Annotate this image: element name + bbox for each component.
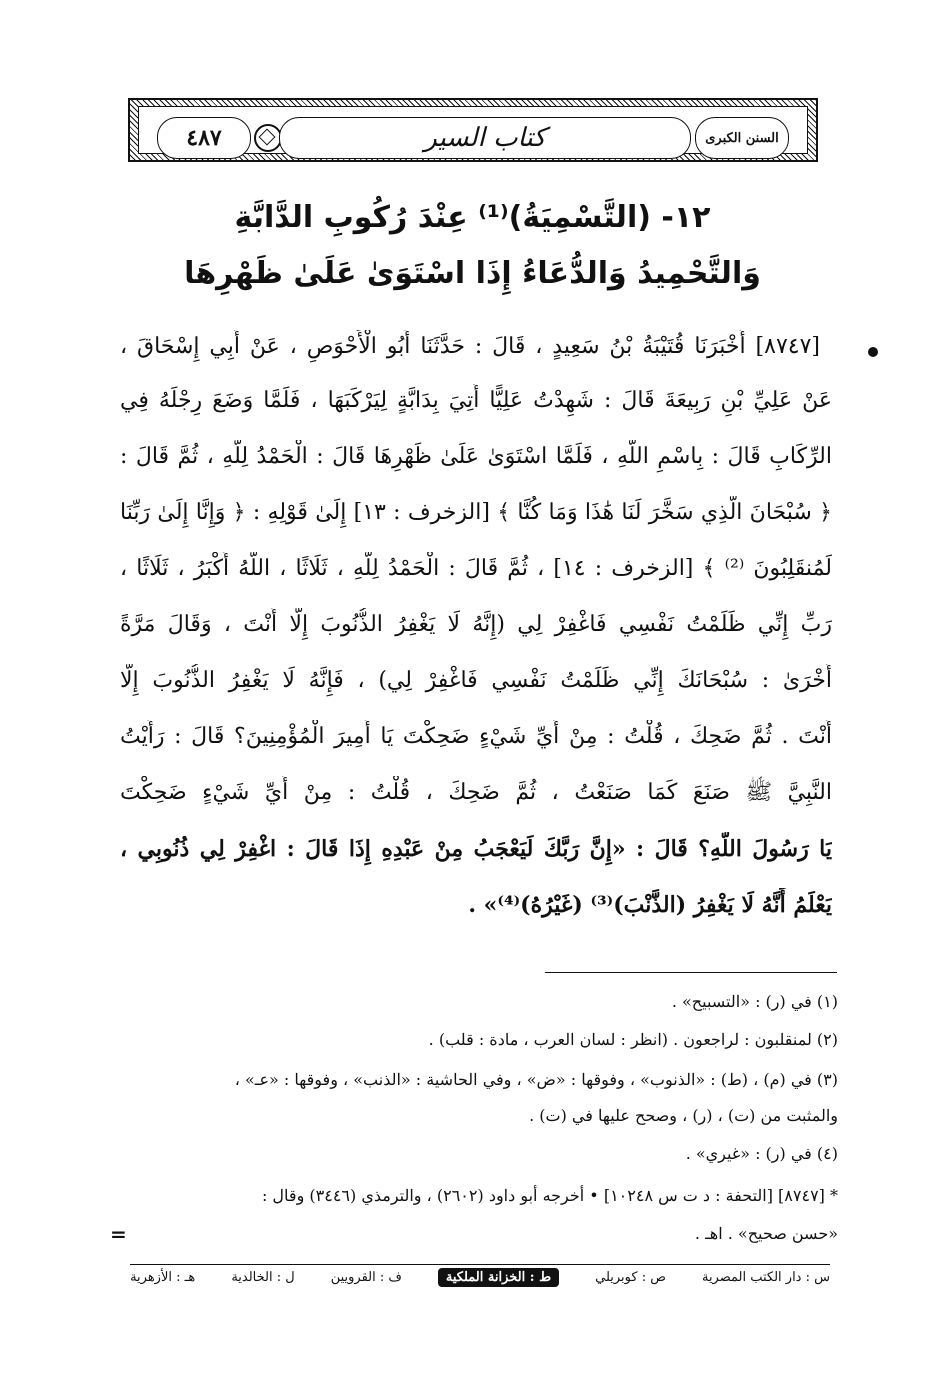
book-seal: السنن الكبرى (695, 117, 789, 159)
legend-item: س : دار الكتب المصرية (701, 1270, 830, 1285)
legend-item: ص : كوبريلي (595, 1270, 666, 1285)
text-line: أَنْتَ . ثُمَّ ضَحِكَ ، قُلْتُ : مِنْ أَيِّ شَيْءٍ ضَحِكْتَ يَا أَمِيرَ الْمُؤْمِنِينَ؟ قَالَ : رَأَيْتُ (120, 724, 832, 749)
footnote: (٣) في (م) ، (ط) : «الذنوب» ، وفوقها : «ض» ، وفي الحاشية : «الذنب» ، وفوقها : «عـ» ، (234, 1070, 838, 1089)
chapter-title-line-2: وَالتَّحْمِيدُ وَالدُّعَاءُ إِذَا اسْتَوَىٰ عَلَىٰ ظَهْرِهَا (184, 256, 761, 291)
text-line: لَمُنقَلِبُونَ ⁽²⁾ ﴾ [الزخرف : ١٤] ، ثُمَّ قَالَ : الْحَمْدُ لِلَّهِ ، ثَلَاثًا ، اللَّهُ أَكْبَرُ ، ثَلَاثًا ، (120, 556, 832, 581)
bullet-icon (868, 347, 878, 357)
legend-item: ف : القرويين (330, 1270, 402, 1285)
footnote: والمثبت من (ت) ، (ر) ، وصحح عليها في (ت) . (529, 1106, 838, 1125)
text-line: يَعْلَمُ أَنَّهُ لَا يَغْفِرُ (الذَّنْبَ)⁽³⁾ (غَيْرُهُ)⁽⁴⁾» . (468, 892, 832, 918)
knot-ornament-icon (254, 124, 282, 152)
continuation-mark: = (110, 1222, 127, 1246)
text-line: يَا رَسُولَ اللَّهِ؟ قَالَ : «إِنَّ رَبَّكَ لَيَعْجَبُ مِنْ عَبْدِهِ إِذَا قَالَ : اغْفِرْ لِي ذُنُوبِي ، (120, 836, 832, 862)
footnote: (١) في (ر) : «التسبيح» . (671, 992, 838, 1011)
footnote: (٤) في (ر) : «غيري» . (685, 1144, 838, 1163)
text-line: النَّبِيَّ ﷺ صَنَعَ كَمَا صَنَعْتُ ، ثُمَّ ضَحِكَ ، قُلْتُ : مِنْ أَيِّ شَيْءٍ ضَحِكْتَ (120, 780, 832, 805)
text-line: [٨٧٤٧] أَخْبَرَنَا قُتَيْبَةُ بْنُ سَعِيدٍ ، قَالَ : حَدَّثَنَا أَبُو الْأَحْوَصِ ، عَنْ أَبِي إِسْحَاقَ ، (120, 334, 820, 359)
legend-divider (130, 1264, 830, 1265)
legend-item: ل : الخالدية (231, 1270, 295, 1285)
legend-item: هـ : الأزهرية (130, 1270, 196, 1285)
book-title: كتاب السير (279, 117, 691, 159)
page-number: ٤٨٧ (157, 117, 251, 159)
text-line: ﴿ سُبْحَانَ الَّذِي سَخَّرَ لَنَا هَٰذَا وَمَا كُنَّا ﴾ [الزخرف : ١٣] إِلَىٰ قَوْلِهِ : ﴿ وَإِنَّا إِلَىٰ رَبِّنَا (120, 500, 832, 525)
takhrij-line: «حسن صحيح» . اهـ . (694, 1224, 838, 1243)
text-line: رَبِّ إِنِّي ظَلَمْتُ نَفْسِي فَاغْفِرْ لِي (إِنَّهُ لَا يَغْفِرُ الذُّنُوبَ إِلَّا أَنْتَ ، وَقَالَ مَرَّةً (120, 612, 832, 637)
text-line: عَنْ عَلِيِّ بْنِ رَبِيعَةَ قَالَ : شَهِدْتُ عَلِيًّا أُتِيَ بِدَابَّةٍ لِيَرْكَبَهَا ، فَلَمَّا وَضَعَ رِجْلَهُ فِي (120, 388, 832, 413)
manuscript-legend (130, 1268, 830, 1287)
footnote: (٢) لمنقلبون : لراجعون . (انظر : لسان العرب ، مادة : قلب) . (428, 1030, 838, 1049)
footnote-divider (545, 972, 837, 973)
text-line: أُخْرَىٰ : سُبْحَانَكَ إِنِّي ظَلَمْتُ نَفْسِي فَاغْفِرْ لِي) ، فَإِنَّهُ لَا يَغْفِرُ الذُّنُوبَ إِلَّا (120, 668, 832, 693)
chapter-title-line-1: ١٢- (التَّسْمِيَةُ)⁽¹⁾ عِنْدَ رُكُوبِ الدَّابَّةِ (234, 200, 711, 235)
header-frame (138, 106, 808, 154)
text-line: الرِّكَابِ قَالَ : بِاسْمِ اللَّهِ ، فَلَمَّا اسْتَوَىٰ عَلَىٰ ظَهْرِهَا قَالَ : الْحَمْدُ لِلَّهِ ، ثُمَّ قَالَ : (120, 444, 832, 469)
legend-item-highlighted: ط : الخزانة الملكية (438, 1268, 559, 1287)
takhrij-line: * [٨٧٤٧] [التحفة : د ت س ١٠٢٤٨] • أخرجه أبو داود (٢٦٠٢) ، والترمذي (٣٤٤٦) وقال : (261, 1186, 838, 1205)
ornamental-header (128, 98, 818, 162)
